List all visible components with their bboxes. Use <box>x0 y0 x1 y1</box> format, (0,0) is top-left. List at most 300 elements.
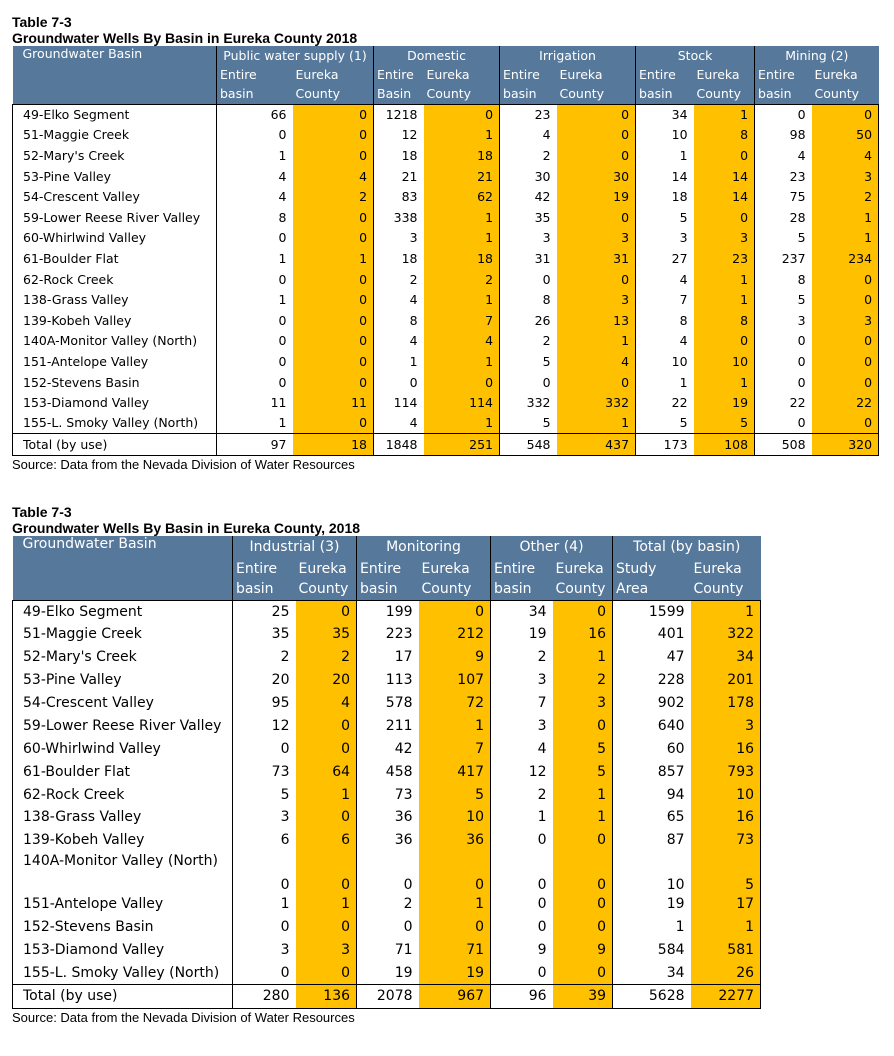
cell-value: 1 <box>424 207 500 228</box>
cell-value: 0 <box>296 961 357 984</box>
cell-value: 10 <box>691 783 761 806</box>
cell-value: 42 <box>500 186 557 207</box>
cell-value: 7 <box>636 289 694 310</box>
cell-value: 10 <box>636 125 694 146</box>
basin-name: Total (by use) <box>13 984 233 1008</box>
table-row <box>13 737 761 760</box>
basin-name: 54-Crescent Valley <box>13 692 233 715</box>
subheader-sub2-col-2: basin <box>357 579 419 600</box>
cell-value: 0 <box>557 145 636 166</box>
cell-value: 1 <box>217 413 293 434</box>
cell-value: 3 <box>374 228 424 249</box>
cell-value: 36 <box>419 829 491 852</box>
group-header-monitoring: Monitoring <box>357 536 491 558</box>
cell-value: 1 <box>694 372 755 393</box>
cell-value: 5 <box>636 413 694 434</box>
cell-value: 1 <box>424 351 500 372</box>
cell-value: 2 <box>500 145 557 166</box>
basin-name: 62-Rock Creek <box>13 269 217 290</box>
cell-value: 0 <box>419 916 491 939</box>
cell-value: 0 <box>293 351 374 372</box>
basin-name: 61-Boulder Flat <box>13 248 217 269</box>
cell-value: 30 <box>500 166 557 187</box>
cell-value: 3 <box>491 714 553 737</box>
subheader-sub2-col-3: County <box>419 579 491 600</box>
cell-value: 0 <box>491 916 553 939</box>
cell-value: 14 <box>694 166 755 187</box>
cell-value: 0 <box>217 372 293 393</box>
cell-value: 4 <box>296 692 357 715</box>
cell-value: 1 <box>812 228 879 249</box>
table1-source: Source: Data from the Nevada Division of Water Resources <box>12 457 355 472</box>
subheader-sub1-col-4: Entire <box>500 65 557 84</box>
cell-value: 10 <box>694 351 755 372</box>
cell-value: 1848 <box>374 434 424 456</box>
cell-value: 8 <box>694 310 755 331</box>
table-row <box>13 852 761 893</box>
table-row <box>13 248 879 269</box>
subheader-sub2-col-8: basin <box>755 84 812 104</box>
cell-value: 107 <box>419 669 491 692</box>
cell-value: 0 <box>217 125 293 146</box>
cell-value: 2 <box>357 893 419 916</box>
basin-name: 139-Kobeh Valley <box>13 829 233 852</box>
cell-value: 548 <box>500 434 557 456</box>
table-row <box>13 351 879 372</box>
cell-value: 1599 <box>613 600 691 623</box>
cell-value: 0 <box>812 104 879 125</box>
cell-value: 35 <box>500 207 557 228</box>
cell-value: 50 <box>812 125 879 146</box>
table-row <box>13 669 761 692</box>
table2-source: Source: Data from the Nevada Division of Water Resources <box>12 1009 355 1025</box>
cell-value: 581 <box>691 939 761 962</box>
cell-value: 8 <box>500 289 557 310</box>
cell-value: 902 <box>613 692 691 715</box>
cell-value: 338 <box>374 207 424 228</box>
cell-value: 0 <box>553 893 613 916</box>
cell-value: 1 <box>694 289 755 310</box>
cell-value: 401 <box>613 623 691 646</box>
basin-name: 59-Lower Reese River Valley <box>13 207 217 228</box>
group-header-industrial: Industrial (3) <box>233 536 357 558</box>
cell-value: 21 <box>424 166 500 187</box>
basin-name: 151-Antelope Valley <box>13 893 233 916</box>
cell-value: 4 <box>812 145 879 166</box>
subheader-sub1-col-2: Entire <box>374 65 424 84</box>
cell-value: 5 <box>691 852 761 893</box>
cell-value: 66 <box>217 104 293 125</box>
subheader-sub2-col-3: County <box>424 84 500 104</box>
subheader-sub1-col-4: Entire <box>491 558 553 579</box>
cell-value: 8 <box>694 125 755 146</box>
cell-value: 7 <box>491 692 553 715</box>
cell-value: 7 <box>419 737 491 760</box>
cell-value: 4 <box>374 331 424 352</box>
cell-value: 0 <box>419 600 491 623</box>
cell-value: 20 <box>296 669 357 692</box>
basin-name: 49-Elko Segment <box>13 104 217 125</box>
cell-value: 12 <box>374 125 424 146</box>
basin-name: 53-Pine Valley <box>13 669 233 692</box>
subheader-sub2-col-6: basin <box>636 84 694 104</box>
cell-value: 27 <box>636 248 694 269</box>
cell-value: 14 <box>694 186 755 207</box>
cell-value: 21 <box>374 166 424 187</box>
cell-value: 136 <box>296 984 357 1008</box>
cell-value: 0 <box>812 289 879 310</box>
group-header-other: Other (4) <box>491 536 613 558</box>
cell-value: 34 <box>491 600 553 623</box>
table-row <box>13 269 879 290</box>
table-row <box>13 310 879 331</box>
cell-value: 578 <box>357 692 419 715</box>
cell-value: 0 <box>296 806 357 829</box>
cell-value: 18 <box>374 145 424 166</box>
subheader-sub1-col-3: Eureka <box>424 65 500 84</box>
cell-value: 98 <box>755 125 812 146</box>
cell-value: 18 <box>293 434 374 456</box>
subheader-sub2-col-4: basin <box>500 84 557 104</box>
cell-value: 5 <box>636 207 694 228</box>
cell-value: 6 <box>233 829 296 852</box>
cell-value: 60 <box>613 737 691 760</box>
cell-value: 31 <box>557 248 636 269</box>
table-row <box>13 692 761 715</box>
cell-value: 5 <box>553 760 613 783</box>
cell-value: 28 <box>755 207 812 228</box>
subheader-sub1-col-0: Entire <box>217 65 293 84</box>
cell-value: 26 <box>500 310 557 331</box>
cell-value: 10 <box>636 351 694 372</box>
cell-value: 0 <box>293 145 374 166</box>
cell-value: 73 <box>691 829 761 852</box>
cell-value: 0 <box>755 413 812 434</box>
table2-title: Groundwater Wells By Basin in Eureka County, 2018 <box>12 520 361 536</box>
cell-value: 0 <box>557 372 636 393</box>
cell-value: 42 <box>357 737 419 760</box>
subheader-sub1-col-1: Eureka <box>296 558 357 579</box>
cell-value: 0 <box>217 351 293 372</box>
table-row <box>13 372 879 393</box>
cell-value: 1 <box>491 806 553 829</box>
cell-value: 0 <box>233 916 296 939</box>
cell-value: 0 <box>491 852 553 893</box>
cell-value: 35 <box>296 623 357 646</box>
cell-value: 108 <box>694 434 755 456</box>
cell-value: 95 <box>233 692 296 715</box>
cell-value: 0 <box>812 372 879 393</box>
cell-value: 2 <box>491 646 553 669</box>
table-row <box>13 413 879 434</box>
cell-value: 0 <box>419 852 491 893</box>
cell-value: 26 <box>691 961 761 984</box>
cell-value: 71 <box>357 939 419 962</box>
cell-value: 10 <box>419 806 491 829</box>
basin-name: 152-Stevens Basin <box>13 916 233 939</box>
cell-value: 0 <box>491 961 553 984</box>
table1-block <box>12 14 879 472</box>
cell-value: 0 <box>296 916 357 939</box>
cell-value: 75 <box>755 186 812 207</box>
basin-name: 140A-Monitor Valley (North) <box>13 852 233 893</box>
basin-name: 138-Grass Valley <box>13 806 233 829</box>
total-row <box>13 984 761 1008</box>
subheader-sub2-col-1: County <box>293 84 374 104</box>
cell-value: 0 <box>296 737 357 760</box>
basin-name: 51-Maggie Creek <box>13 125 217 146</box>
cell-value: 19 <box>357 961 419 984</box>
subheader-sub2-col-9: County <box>812 84 879 104</box>
cell-value: 967 <box>419 984 491 1008</box>
subheader-sub1-col-3: Eureka <box>419 558 491 579</box>
cell-value: 2277 <box>691 984 761 1008</box>
cell-value: 31 <box>500 248 557 269</box>
cell-value: 3 <box>557 228 636 249</box>
cell-value: 0 <box>424 372 500 393</box>
subheader-sub1-col-9: Eureka <box>812 65 879 84</box>
cell-value: 6 <box>296 829 357 852</box>
cell-value: 36 <box>357 806 419 829</box>
cell-value: 9 <box>419 646 491 669</box>
table-row <box>13 145 879 166</box>
cell-value: 437 <box>557 434 636 456</box>
cell-value: 2 <box>374 269 424 290</box>
cell-value: 0 <box>553 714 613 737</box>
cell-value: 22 <box>755 392 812 413</box>
cell-value: 3 <box>233 806 296 829</box>
cell-value: 16 <box>691 806 761 829</box>
cell-value: 0 <box>217 331 293 352</box>
cell-value: 0 <box>553 600 613 623</box>
subheader-sub1-col-6: Entire <box>636 65 694 84</box>
cell-value: 0 <box>755 351 812 372</box>
cell-value: 1 <box>217 248 293 269</box>
cell-value: 0 <box>293 372 374 393</box>
basin-header: Groundwater Basin <box>13 536 233 600</box>
group-header-mining: Mining (2) <box>755 46 879 65</box>
cell-value: 4 <box>557 351 636 372</box>
cell-value: 73 <box>357 783 419 806</box>
basin-name: 51-Maggie Creek <box>13 623 233 646</box>
basin-name: 52-Mary's Creek <box>13 646 233 669</box>
cell-value: 793 <box>691 760 761 783</box>
cell-value: 3 <box>233 939 296 962</box>
basin-name: 52-Mary's Creek <box>13 145 217 166</box>
cell-value: 1 <box>419 714 491 737</box>
cell-value: 3 <box>296 939 357 962</box>
cell-value: 0 <box>233 961 296 984</box>
cell-value: 4 <box>500 125 557 146</box>
subheader-sub2-col-7: County <box>694 84 755 104</box>
cell-value: 3 <box>636 228 694 249</box>
cell-value: 1 <box>636 145 694 166</box>
basin-name: 140A-Monitor Valley (North) <box>13 331 217 352</box>
cell-value: 5 <box>694 413 755 434</box>
cell-value: 2 <box>491 783 553 806</box>
wells-table-2 <box>12 536 761 1009</box>
cell-value: 0 <box>694 207 755 228</box>
basin-name: 60-Whirlwind Valley <box>13 737 233 760</box>
table-row <box>13 166 879 187</box>
table-row <box>13 806 761 829</box>
table-row <box>13 125 879 146</box>
cell-value: 0 <box>812 269 879 290</box>
cell-value: 8 <box>755 269 812 290</box>
subheader-sub2-col-1: County <box>296 579 357 600</box>
cell-value: 228 <box>613 669 691 692</box>
cell-value: 1 <box>553 806 613 829</box>
cell-value: 3 <box>691 714 761 737</box>
cell-value: 0 <box>293 125 374 146</box>
basin-name: 138-Grass Valley <box>13 289 217 310</box>
table2-block <box>12 504 761 1025</box>
cell-value: 0 <box>217 310 293 331</box>
table-row <box>13 783 761 806</box>
cell-value: 1 <box>296 893 357 916</box>
cell-value: 458 <box>357 760 419 783</box>
cell-value: 0 <box>500 269 557 290</box>
cell-value: 640 <box>613 714 691 737</box>
cell-value: 201 <box>691 669 761 692</box>
cell-value: 5 <box>500 351 557 372</box>
cell-value: 0 <box>557 269 636 290</box>
cell-value: 1 <box>419 893 491 916</box>
cell-value: 5 <box>419 783 491 806</box>
subheader-sub2-col-7: County <box>691 579 761 600</box>
cell-value: 1 <box>424 413 500 434</box>
cell-value: 0 <box>694 331 755 352</box>
cell-value: 3 <box>553 692 613 715</box>
cell-value: 0 <box>217 269 293 290</box>
cell-value: 39 <box>553 984 613 1008</box>
cell-value: 1218 <box>374 104 424 125</box>
basin-name: 49-Elko Segment <box>13 600 233 623</box>
group-header-stock: Stock <box>636 46 755 65</box>
cell-value: 857 <box>613 760 691 783</box>
cell-value: 34 <box>636 104 694 125</box>
cell-value: 4 <box>374 289 424 310</box>
cell-value: 0 <box>553 916 613 939</box>
cell-value: 30 <box>557 166 636 187</box>
cell-value: 0 <box>293 104 374 125</box>
cell-value: 2078 <box>357 984 419 1008</box>
table-row <box>13 760 761 783</box>
cell-value: 4 <box>755 145 812 166</box>
cell-value: 237 <box>755 248 812 269</box>
cell-value: 0 <box>553 852 613 893</box>
cell-value: 12 <box>233 714 296 737</box>
subheader-sub1-col-2: Entire <box>357 558 419 579</box>
basin-name: Total (by use) <box>13 434 217 456</box>
cell-value: 223 <box>357 623 419 646</box>
cell-value: 417 <box>419 760 491 783</box>
basin-name: 139-Kobeh Valley <box>13 310 217 331</box>
cell-value: 5 <box>755 228 812 249</box>
basin-name: 151-Antelope Valley <box>13 351 217 372</box>
cell-value: 1 <box>694 269 755 290</box>
cell-value: 0 <box>293 331 374 352</box>
table1-number: Table 7-3 <box>12 14 72 30</box>
cell-value: 173 <box>636 434 694 456</box>
cell-value: 17 <box>357 646 419 669</box>
cell-value: 0 <box>500 372 557 393</box>
cell-value: 0 <box>557 104 636 125</box>
cell-value: 11 <box>217 392 293 413</box>
cell-value: 3 <box>812 310 879 331</box>
subheader-sub2-col-0: basin <box>233 579 296 600</box>
cell-value: 2 <box>812 186 879 207</box>
basin-name: 153-Diamond Valley <box>13 392 217 413</box>
cell-value: 19 <box>613 893 691 916</box>
cell-value: 9 <box>553 939 613 962</box>
cell-value: 1 <box>636 372 694 393</box>
basin-name: 61-Boulder Flat <box>13 760 233 783</box>
cell-value: 1 <box>424 125 500 146</box>
subheader-sub2-col-2: Basin <box>374 84 424 104</box>
basin-name: 155-L. Smoky Valley (North) <box>13 961 233 984</box>
cell-value: 211 <box>357 714 419 737</box>
cell-value: 34 <box>691 646 761 669</box>
cell-value: 3 <box>491 669 553 692</box>
cell-value: 71 <box>419 939 491 962</box>
cell-value: 0 <box>374 372 424 393</box>
cell-value: 23 <box>694 248 755 269</box>
table-row <box>13 916 761 939</box>
subheader-sub1-col-6: Study <box>613 558 691 579</box>
group-header-irrigation: Irrigation <box>500 46 636 65</box>
cell-value: 19 <box>491 623 553 646</box>
cell-value: 2 <box>293 186 374 207</box>
table1-title: Groundwater Wells By Basin in Eureka County 2018 <box>12 30 358 46</box>
cell-value: 18 <box>636 186 694 207</box>
cell-value: 94 <box>613 783 691 806</box>
cell-value: 0 <box>755 104 812 125</box>
table-row <box>13 104 879 125</box>
cell-value: 3 <box>812 166 879 187</box>
cell-value: 0 <box>755 372 812 393</box>
cell-value: 113 <box>357 669 419 692</box>
cell-value: 0 <box>812 331 879 352</box>
cell-value: 4 <box>636 269 694 290</box>
cell-value: 0 <box>293 269 374 290</box>
subheader-sub1-col-7: Eureka <box>691 558 761 579</box>
cell-value: 234 <box>812 248 879 269</box>
subheader-sub1-col-1: Eureka <box>293 65 374 84</box>
cell-value: 280 <box>233 984 296 1008</box>
table-row <box>13 207 879 228</box>
basin-name: 62-Rock Creek <box>13 783 233 806</box>
table-row <box>13 714 761 737</box>
cell-value: 114 <box>424 392 500 413</box>
cell-value: 87 <box>613 829 691 852</box>
cell-value: 0 <box>296 600 357 623</box>
cell-value: 3 <box>557 289 636 310</box>
subheader-sub1-col-7: Eureka <box>694 65 755 84</box>
cell-value: 1 <box>553 783 613 806</box>
cell-value: 251 <box>424 434 500 456</box>
cell-value: 36 <box>357 829 419 852</box>
cell-value: 2 <box>296 646 357 669</box>
cell-value: 9 <box>491 939 553 962</box>
cell-value: 0 <box>233 852 296 893</box>
cell-value: 2 <box>233 646 296 669</box>
cell-value: 1 <box>424 228 500 249</box>
table-row <box>13 228 879 249</box>
cell-value: 0 <box>557 207 636 228</box>
cell-value: 178 <box>691 692 761 715</box>
cell-value: 17 <box>691 893 761 916</box>
